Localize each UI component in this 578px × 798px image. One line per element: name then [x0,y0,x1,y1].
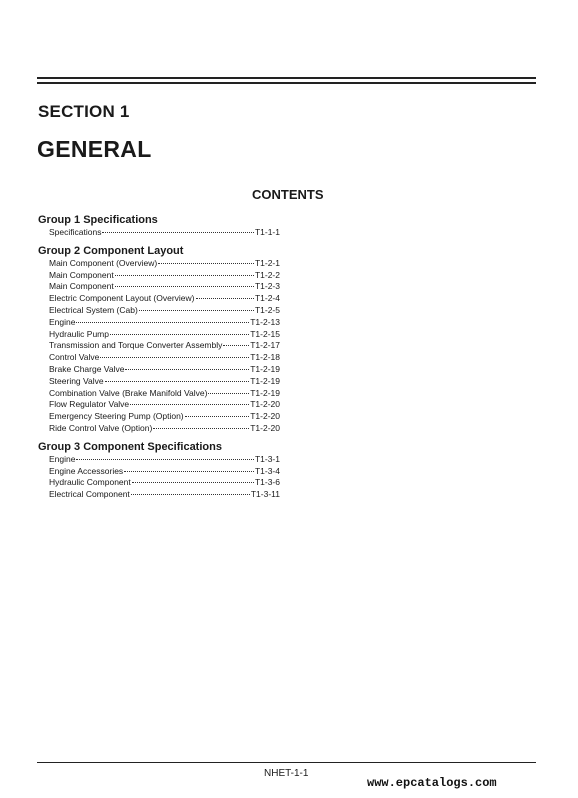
toc-entry [38,227,280,239]
toc-entry-page: T1-3-4 [254,465,280,476]
toc-entry-page: T1-3-6 [254,477,280,488]
dot-leader [76,459,253,460]
toc-entry [38,399,280,411]
page-code: NHET-1-1 [264,768,309,779]
toc-entry [38,423,280,435]
toc-entry-page: T1-2-19 [250,375,280,386]
toc-entry [38,364,280,376]
toc-entry-name: Hydraulic Component [49,477,131,488]
toc-entry-page: T1-2-1 [254,257,280,268]
toc-entry-name: Transmission and Torque Converter Assembly [49,340,223,351]
toc-entry-name: Electrical Component [49,489,130,500]
toc-entry [38,489,280,501]
toc-entry [38,376,280,388]
toc-entry [38,317,280,329]
toc-group [38,213,280,239]
dot-leader [131,494,250,495]
toc-group [38,244,280,435]
toc-entry [38,281,280,293]
toc-entry-page: T1-1-1 [254,227,280,237]
toc-entry [38,466,280,478]
dot-leader [115,286,254,287]
dot-leader [76,322,249,323]
toc-entry-name: Engine Accessories [49,465,124,476]
dot-leader [105,381,250,382]
toc-entry [38,305,280,317]
toc-entry [38,454,280,466]
toc-entry-name: Combination Valve (Brake Manifold Valve) [49,387,208,398]
toc-entry-name: Main Component [49,269,114,280]
dot-leader [124,471,254,472]
toc-entry-name: Flow Regulator Valve [49,399,130,410]
toc-entry [38,270,280,282]
dot-leader [130,404,249,405]
toc-entry [38,329,280,341]
toc-entry-page: T1-2-17 [250,340,280,351]
section-label: SECTION 1 [38,102,130,121]
toc-entry-page: T1-3-11 [250,489,280,500]
dot-leader [110,334,249,335]
dot-leader [125,369,249,370]
toc-entry-name: Control Valve [49,352,100,363]
toc-entry-name: Engine [49,316,76,327]
toc-entry [38,293,280,305]
toc-entry-name: Electrical System (Cab) [49,304,138,315]
toc-entry-page: T1-2-19 [250,387,280,398]
toc-entry-name: Ride Control Valve (Option) [49,422,153,433]
toc-entry-name: Hydraulic Pump [49,328,109,339]
toc-entry-page: T1-2-2 [254,269,280,280]
bottom-rule [37,762,536,763]
toc-entry-page: T1-2-3 [254,281,280,292]
table-of-contents [38,213,280,501]
toc-entry-page: T1-2-19 [250,363,280,374]
toc-entry-page: T1-2-15 [250,328,280,339]
dot-leader [158,263,254,264]
dot-leader [132,482,254,483]
toc-entry [38,340,280,352]
toc-group-title: Group 1 Specifications [38,214,158,226]
toc-entry-page: T1-2-20 [250,422,280,433]
toc-entry-name: Engine [49,453,76,464]
toc-entry-page: T1-2-20 [250,411,280,422]
toc-entry-page: T1-3-1 [254,453,280,464]
toc-entry-name: Steering Valve [49,375,104,386]
top-double-rule [37,77,536,84]
toc-entry-page: T1-2-5 [254,304,280,315]
dot-leader [223,345,249,346]
toc-group [38,440,280,501]
toc-group-title: Group 3 Component Specifications [38,440,222,453]
toc-entry-name: Brake Charge Valve [49,363,125,374]
dot-leader [139,310,254,311]
contents-heading: CONTENTS [252,187,324,202]
toc-entry [38,411,280,423]
dot-leader [153,428,249,429]
toc-entry-name: Specifications [49,227,102,237]
dot-leader [102,232,254,233]
dot-leader [185,416,250,417]
section-title: GENERAL [37,136,152,162]
dot-leader [208,393,249,394]
dot-leader [100,357,249,358]
dot-leader [196,298,254,299]
toc-entry-page: T1-2-18 [250,352,280,363]
toc-entry-name: Main Component (Overview) [49,257,158,268]
toc-entry-page: T1-2-13 [250,316,280,327]
toc-entry [38,258,280,270]
toc-entry [38,388,280,400]
toc-entry-page: T1-2-4 [254,293,280,304]
toc-entry-name: Emergency Steering Pump (Option) [49,411,184,422]
toc-entry-page: T1-2-20 [250,399,280,410]
toc-entry [38,352,280,364]
dot-leader [115,275,254,276]
toc-entry-name: Main Component [49,281,114,292]
watermark: www.epcatalogs.com [367,776,497,790]
toc-entry [38,477,280,489]
toc-entry-name: Electric Component Layout (Overview) [49,293,195,304]
toc-group-title: Group 2 Component Layout [38,244,184,257]
